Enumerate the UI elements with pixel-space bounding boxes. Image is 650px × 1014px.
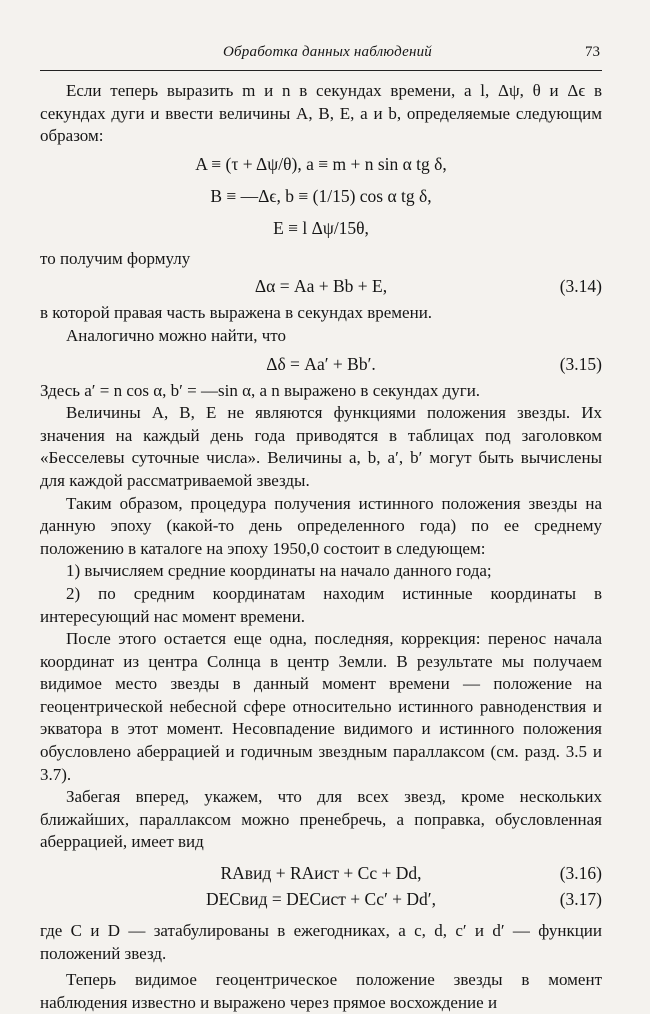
equation-3-17 [40, 886, 602, 912]
equation-3-17-number: (3.17) [559, 889, 602, 910]
page-number: 73 [585, 44, 600, 60]
list-item-2: 2) по средним координатам находим истинные координаты в интересующий нас момент времени. [40, 583, 602, 626]
paragraph-bessel: Величины A, B, E не являются функциями положения звезды. Их значения на каждый день года приводятся в таблицах под заголовком «Бесселевы суточные числа». Величины a, b, a′, b′ могут быть вычислены для каждой рассматриваемой звезды. [40, 403, 602, 490]
equation-3-16 [40, 860, 602, 886]
paragraph-here: Здесь a′ = n cos α, b′ = —sin α, а n выражено в секундах дуги. [40, 380, 481, 400]
page-body [40, 80, 602, 1014]
equation-3-14-number: (3.14) [559, 276, 602, 297]
paragraph-aberration: Забегая вперед, укажем, что для всех звезд, кроме нескольких ближайших, параллаксом можно пренебречь, а поправка, обусловленная аберрацией, имеет вид [40, 787, 602, 852]
running-title: Обработка данных наблюдений [223, 44, 432, 60]
paragraph-analog: Аналогично можно найти, что [66, 325, 286, 345]
equation-3-14 [40, 270, 602, 302]
equation-3-15 [40, 348, 602, 380]
page-header [40, 40, 602, 71]
paragraph-procedure: Таким образом, процедура получения истинного положения звезды на данную эпоху (какой-то день определенного года) по ее среднему положению в каталоге на эпоху 1950,0 состоит в следующем: [40, 493, 602, 558]
paragraph-final: Теперь видимое геоцентрическое положение звезды в момент наблюдения известно и выражено через прямое восхождение и [40, 970, 602, 1012]
equation-3-15-body: Δδ = Aa′ + Bb′. [266, 353, 376, 374]
definition-e: E ≡ l Δψ/15θ, [273, 217, 369, 238]
equation-3-17-body: DECвид = DECист + Cc′ + Dd′, [205, 889, 437, 910]
list-item-1: 1) вычисляем средние координаты на начало данного года; [66, 561, 492, 581]
equation-3-16-body: RAвид + RAист + Cc + Dd, [220, 863, 422, 884]
definition-a: A ≡ (τ + Δψ/θ), a ≡ m + n sin α tg δ, [195, 153, 447, 174]
paragraph-seconds-time: в которой правая часть выражена в секундах времени. [40, 303, 433, 323]
equation-3-16-number: (3.16) [559, 863, 602, 884]
paragraph-intro: Если теперь выразить m и n в секундах времени, а l, Δψ, θ и Δϵ в секундах дуги и ввести величины A, B, E, a и b, определяемые следующим образом: [40, 81, 602, 146]
paragraph-correction: После этого остается еще одна, последняя, коррекция: перенос начала координат из центра Солнца в центр Земли. В результате мы получаем видимое место звезды в данный момент времени — положение на геоцентрической небесной сфере относительно истинного равноденствия и экватора в этот момент. Несовпадение видимого и истинного положения обусловлено аберрацией и годичным звездным параллаксом (см. разд. 3.5 и 3.7). [40, 629, 602, 784]
definition-b: B ≡ —Δϵ, b ≡ (1/15) cos α tg δ, [210, 185, 432, 206]
paragraph-formula-intro: то получим формулу [40, 248, 191, 268]
equation-3-15-number: (3.15) [559, 353, 602, 374]
equation-3-14-body: Δα = Aa + Bb + E, [254, 276, 388, 297]
paragraph-tabulated: где C и D — затабулированы в ежегодниках, а c, d, c′ и d′ — функции положений звезд. [40, 921, 602, 963]
